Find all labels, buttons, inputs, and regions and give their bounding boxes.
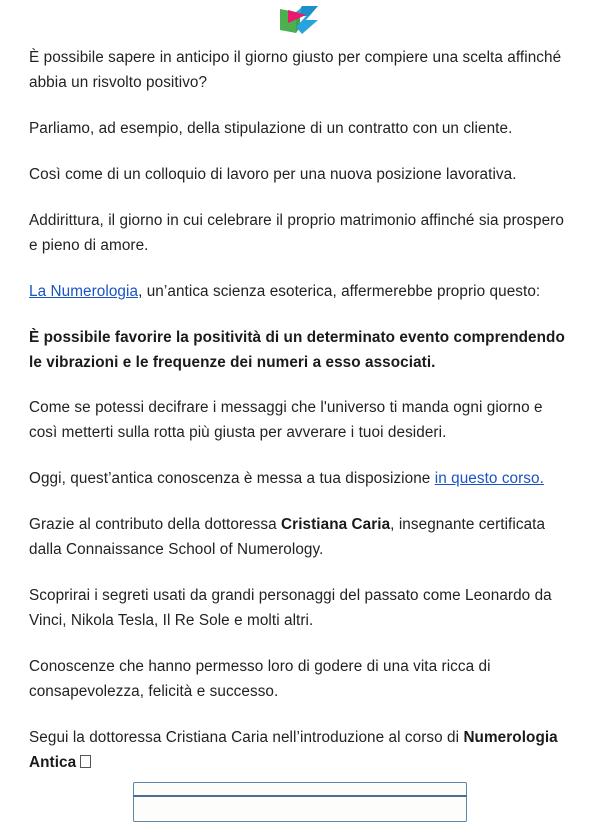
paragraph-teacher-suffix: , insegnante certificata dalla Connaissance School of Numerology. xyxy=(29,516,546,558)
link-in-questo-corso[interactable]: in questo corso. xyxy=(434,470,544,487)
spacer xyxy=(29,258,571,279)
email-content xyxy=(0,45,600,775)
cta-button-top-border xyxy=(133,795,467,797)
paragraph-question: È possibile sapere in anticipo il giorno giusto per compiere una scelta affinché abbia un risvolto positivo? xyxy=(29,49,562,91)
paragraph-teacher-prefix: Grazie al contributo della dottoressa xyxy=(29,516,282,533)
paragraph-wedding-text: Addirittura, il giorno in cui celebrare il proprio matrimonio affinché sia prospero e pieno di amore. xyxy=(29,212,564,254)
link-la-numerologia[interactable]: La Numerologia xyxy=(29,283,139,300)
paragraph-course-offer-text: Oggi, quest’antica conoscenza è messa a tua disposizione xyxy=(29,470,435,487)
course-name: Numerologia Antica xyxy=(29,729,558,771)
paragraph-highlight-bold: È possibile favorire la positività di un determinato evento comprendendo le vibrazioni e le frequenze dei numeri a esso associati. xyxy=(29,329,565,371)
paragraph-universe-messages: Come se potessi decifrare i messaggi che l'universo ti manda ogni giorno e così metterti sulla rotta più giusta per avverare i tuoi desideri. xyxy=(29,399,543,441)
spacer xyxy=(29,445,571,466)
paragraph-benefits: Conoscenze che hanno permesso loro di godere di una vita ricca di consapevolezza, felicità e successo. xyxy=(29,658,491,700)
spacer xyxy=(29,491,571,512)
brand-logo-icon xyxy=(276,3,324,35)
paragraph-contract-example: Parliamo, ad esempio, della stipulazione di un contratto con un cliente. xyxy=(29,120,513,137)
paragraph-interview-example: Così come di un colloquio di lavoro per una nuova posizione lavorativa. xyxy=(29,166,517,183)
missing-glyph-icon xyxy=(80,755,91,768)
spacer xyxy=(29,95,571,116)
paragraph-numerology-rest: , un’antica scienza esoterica, affermerebbe proprio questo: xyxy=(138,283,541,300)
paragraph-course-offer xyxy=(29,466,571,491)
spacer xyxy=(29,141,571,162)
spacer xyxy=(29,304,571,325)
paragraph-numerology-intro xyxy=(29,279,571,304)
spacer xyxy=(29,704,571,725)
paragraph-closing-prefix: Segui la dottoressa Cristiana Caria nell’introduzione al corso di xyxy=(29,729,464,746)
paragraph-teacher-credit xyxy=(29,512,571,562)
spacer xyxy=(29,633,571,654)
spacer xyxy=(29,562,571,583)
cta-button[interactable] xyxy=(133,782,467,822)
teacher-name: Cristiana Caria xyxy=(281,516,391,533)
paragraph-closing-cta xyxy=(29,725,571,775)
spacer xyxy=(29,375,571,395)
paragraph-wedding-example xyxy=(29,208,571,258)
logo-header xyxy=(0,0,600,45)
cta-container xyxy=(0,782,600,827)
spacer xyxy=(29,187,571,208)
paragraph-historic-figures: Scoprirai i segreti usati da grandi personaggi del passato come Leonardo da Vinci, Nikola Tesla, Il Re Sole e molti altri. xyxy=(29,587,552,629)
